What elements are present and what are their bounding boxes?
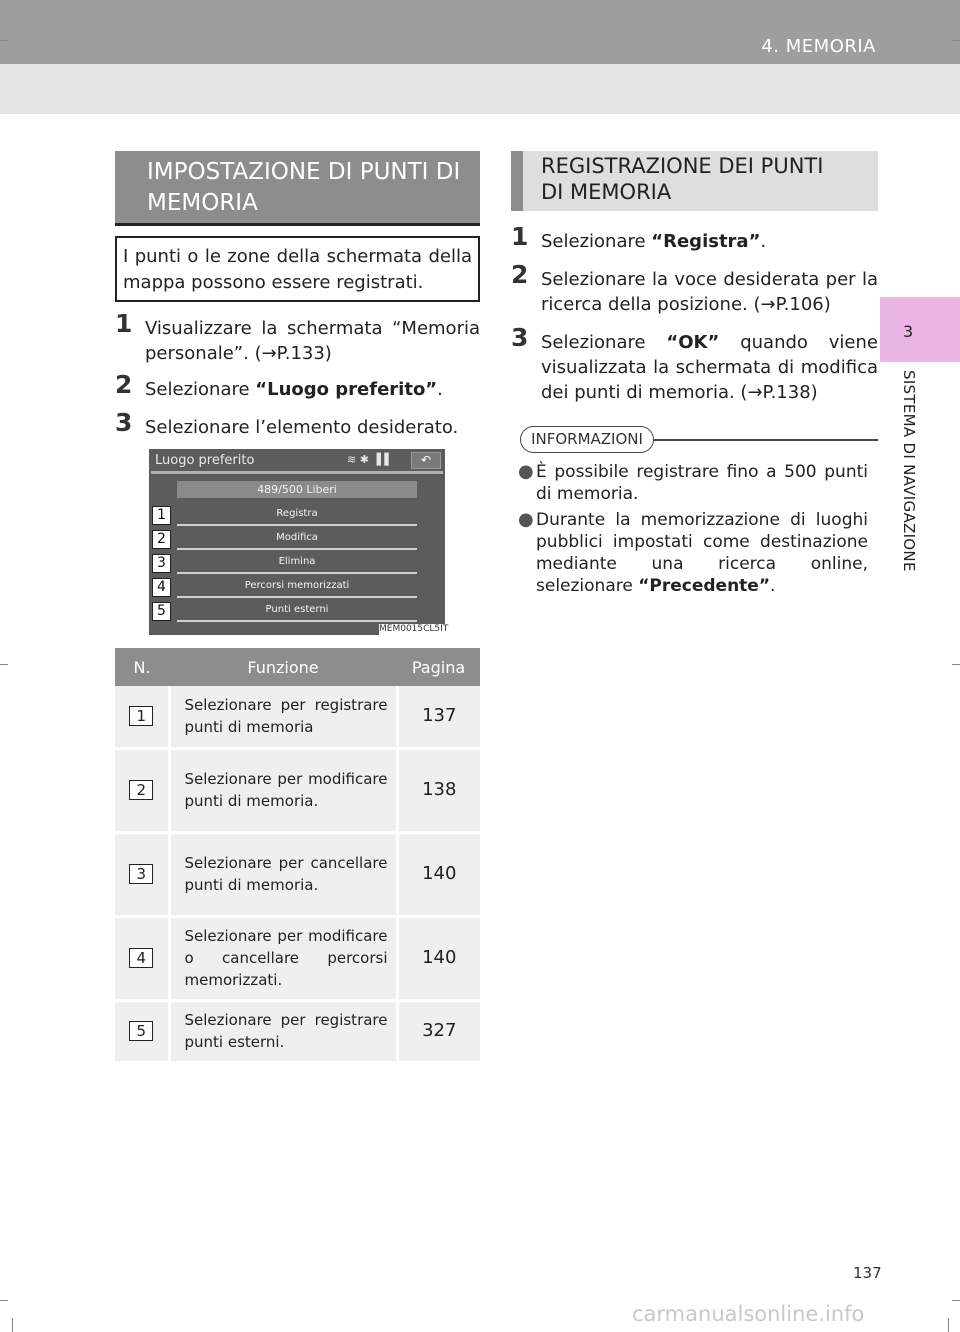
right-step-2 [511,260,878,317]
watermark: carmanualsonline.info [632,1302,865,1326]
left-step-2 [115,370,480,402]
crop-mark [952,664,960,665]
image-code: MEM0015CL5IT [379,624,449,634]
step-text: Visualizzare la schermata “Memoria personale”. (→P.133) [145,318,480,364]
section-heading-line2: DI MEMORIA [541,180,672,204]
crop-mark [12,1318,13,1332]
row-number: 1 [129,706,153,726]
step-number: 3 [511,323,529,352]
row-page: 140 [397,832,480,916]
row-page: 140 [397,916,480,1000]
step-text: Selezionare la voce desiderata per la ricerca della posizione. (→P.106) [541,269,878,315]
row-function: Selezionare per modificare punti di memoria. [169,748,397,832]
function-table [115,648,480,1064]
row-number: 3 [129,864,153,884]
section-heading-line2: MEMORIA [147,190,258,216]
table-row [115,748,480,832]
right-step-3 [511,323,878,405]
table-row [115,1000,480,1062]
table-header-row [115,648,480,686]
row-function: Selezionare per registrare punti di memoria [169,686,397,748]
percorsi-memorizzati-button[interactable]: Percorsi memorizzati [177,576,417,598]
chapter-tab-label: SISTEMA DI NAVIGAZIONE [900,370,918,572]
callout-number: 2 [152,530,171,549]
callout-number: 4 [152,578,171,597]
crop-mark [0,664,8,665]
bullet-dot-icon: ● [518,461,534,482]
modifica-button[interactable]: Modifica [177,528,417,550]
bullet-text: Durante la memorizzazione di luoghi pubblici impostati come destinazione mediante una ricerca online, selezionare “Precedente”. [536,510,868,596]
section-heading-impostazione [115,151,480,223]
callout-number: 5 [152,602,171,621]
row-function: Selezionare per cancellare punti di memoria. [169,832,397,916]
callout-number: 1 [152,506,171,525]
step-text: Selezionare “Luogo preferito”. [145,379,443,400]
step-number: 2 [115,370,133,399]
back-arrow-icon[interactable]: ↶ [411,452,441,469]
crop-mark [0,1300,8,1301]
row-function: Selezionare per registrare punti esterni. [169,1000,397,1062]
chapter-tab-number: 3 [903,322,914,341]
row-function: Selezionare per modificare o cancellare percorsi memorizzati. [169,916,397,1000]
col-header-page: Pagina [397,648,480,686]
section-heading-text [541,153,823,205]
step-keyword: “Registra” [651,231,761,252]
section-heading-registrazione [511,151,878,211]
step-number: 3 [115,408,133,437]
step-keyword: “Luogo preferito” [255,379,438,400]
step-text: Selezionare l’elemento desiderato. [145,417,459,438]
free-slots-label: 489/500 Liberi [177,481,417,498]
elimina-button[interactable]: Elimina [177,552,417,574]
row-page: 137 [397,686,480,748]
crop-mark [0,40,8,41]
row-number: 5 [129,1021,153,1041]
status-icons: ≋ ✱ ▐ ▌ [347,453,393,466]
callout-number: 3 [152,554,171,573]
left-step-3 [115,408,480,440]
crop-mark [952,1300,960,1301]
info-bullet-2 [518,509,868,597]
step-keyword: “OK” [666,332,720,353]
chapter-tab [880,297,960,362]
step-number: 1 [511,222,529,251]
info-rule [654,439,878,441]
screen-title: Luogo preferito [155,453,255,468]
punti-esterni-button[interactable]: Punti esterni [177,600,417,622]
intro-note: I punti o le zone della schermata della mappa possono essere registrati. [115,236,480,302]
table-row [115,686,480,748]
header-subband [0,64,960,114]
table-row [115,916,480,1000]
crop-mark [948,1318,949,1332]
step-text: Selezionare “OK” quando viene visualizzata la schermata di modifica dei punti di memoria. (→P.138) [541,332,878,403]
chapter-title: 4. MEMORIA [761,36,876,57]
bullet-dot-icon: ● [518,509,534,530]
bullet-text: È possibile registrare fino a 500 punti di memoria. [536,462,868,504]
right-step-1 [511,222,878,254]
row-page: 138 [397,748,480,832]
row-number: 4 [129,948,153,968]
screen-luogo-preferito [149,449,449,635]
info-label: INFORMAZIONI [520,426,654,453]
step-text: Selezionare “Registra”. [541,231,767,252]
table-row [115,832,480,916]
info-bullet-1 [518,461,868,505]
section-heading-bar [511,151,523,211]
row-page: 327 [397,1000,480,1062]
col-header-function: Funzione [169,648,397,686]
col-header-number: N. [115,648,169,686]
row-number: 2 [129,780,153,800]
section-heading-line1: IMPOSTAZIONE DI PUNTI DI [147,159,461,185]
section-heading-text [147,157,460,219]
screen-title-divider [151,471,443,474]
bullet-keyword: “Precedente” [638,576,771,596]
section-heading-rule [115,223,480,226]
crop-mark [952,40,960,41]
section-heading-line1: REGISTRAZIONE DEI PUNTI [541,154,824,178]
step-number: 1 [115,309,133,338]
step-number: 2 [511,260,529,289]
registra-button[interactable]: Registra [177,504,417,526]
page-number: 137 [853,1264,882,1282]
left-step-1 [115,309,480,366]
